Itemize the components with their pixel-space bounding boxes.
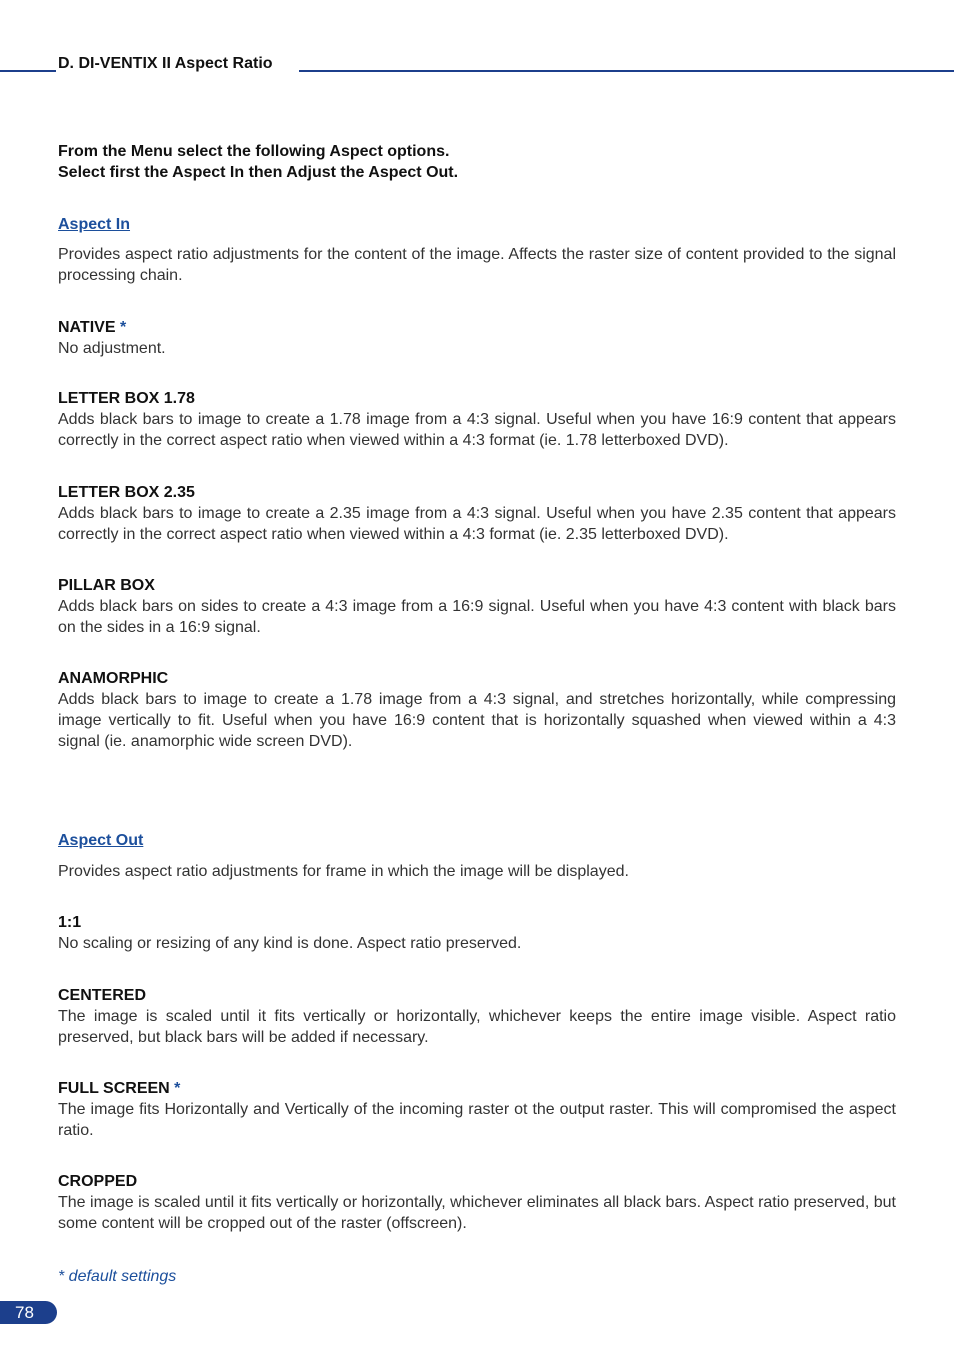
option-title: LETTER BOX 2.35 — [58, 484, 195, 501]
option-cropped — [58, 1171, 896, 1234]
intro-line-2: Select first the Aspect In then Adjust the Aspect Out. — [58, 164, 459, 181]
option-1-1 — [58, 912, 896, 954]
option-description: Adds black bars to image to create a 2.35 image from a 4:3 signal. Useful when you have 2.35 content that appears correctly in the correct aspect ratio when viewed within a 4:3 format (ie. 2.35 letterboxed DVD). — [58, 505, 896, 543]
aspect-in-description: Provides aspect ratio adjustments for the content of the image. Affects the raster size of content provided to the signal processing chain. — [58, 246, 896, 284]
option-title: LETTER BOX 1.78 — [58, 390, 195, 407]
option-title: ANAMORPHIC — [58, 670, 169, 687]
default-marker: * — [174, 1080, 181, 1097]
option-description: Adds black bars to image to create a 1.78 image from a 4:3 signal, and stretches horizontally, while compressing image vertically to fit. Useful when you have 16:9 content that is horizontally squashed when viewed within a 4:3 signal (ie. anamorphic wide screen DVD). — [58, 691, 896, 750]
option-anamorphic — [58, 668, 896, 752]
option-centered — [58, 985, 896, 1048]
option-title: NATIVE — [58, 319, 116, 336]
aspect-out-description: Provides aspect ratio adjustments for frame in which the image will be displayed. — [58, 863, 629, 880]
option-description: No scaling or resizing of any kind is done. Aspect ratio preserved. — [58, 935, 522, 952]
default-settings-note: * default settings — [58, 1268, 177, 1285]
page-content — [58, 141, 896, 1234]
option-native — [58, 317, 896, 359]
option-letter-box-178 — [58, 388, 896, 451]
option-title: 1:1 — [58, 914, 82, 931]
option-title: CROPPED — [58, 1173, 138, 1190]
option-description: Adds black bars to image to create a 1.78 image from a 4:3 signal. Useful when you have 16:9 content that appears correctly in the correct aspect ratio when viewed within a 4:3 format (ie. 1.78 letterboxed DVD). — [58, 411, 896, 449]
option-description: Adds black bars on sides to create a 4:3 image from a 16:9 signal. Useful when you have 4:3 content with black bars on the sides in a 16:9 signal. — [58, 598, 896, 636]
option-description: The image is scaled until it fits vertically or horizontally, whichever keeps the entire image visible. Aspect ratio preserved, but black bars will be added if necessary. — [58, 1008, 896, 1046]
option-pillar-box — [58, 575, 896, 638]
default-marker: * — [119, 319, 127, 336]
page-title: D. DI-VENTIX II Aspect Ratio — [58, 55, 273, 72]
option-description: The image is scaled until it fits vertically or horizontally, whichever eliminates all black bars. Aspect ratio preserved, but some content will be cropped out of the raster (offscreen). — [58, 1194, 896, 1232]
option-title: CENTERED — [58, 987, 147, 1004]
option-full-screen — [58, 1078, 896, 1141]
option-description: No adjustment. — [58, 340, 166, 357]
aspect-out-title: Aspect Out — [58, 832, 144, 849]
page-number: 78 — [0, 1301, 57, 1324]
intro-line-1: From the Menu select the following Aspect options. — [58, 143, 450, 160]
header-rule-right — [299, 70, 954, 72]
option-letter-box-235 — [58, 482, 896, 545]
option-description: The image fits Horizontally and Vertically of the incoming raster ot the output raster. This will compromised the aspect ratio. — [58, 1101, 896, 1139]
aspect-in-title: Aspect In — [58, 216, 131, 233]
option-title: FULL SCREEN — [58, 1080, 170, 1097]
option-title: PILLAR BOX — [58, 577, 155, 594]
header-rule-left — [0, 70, 56, 72]
